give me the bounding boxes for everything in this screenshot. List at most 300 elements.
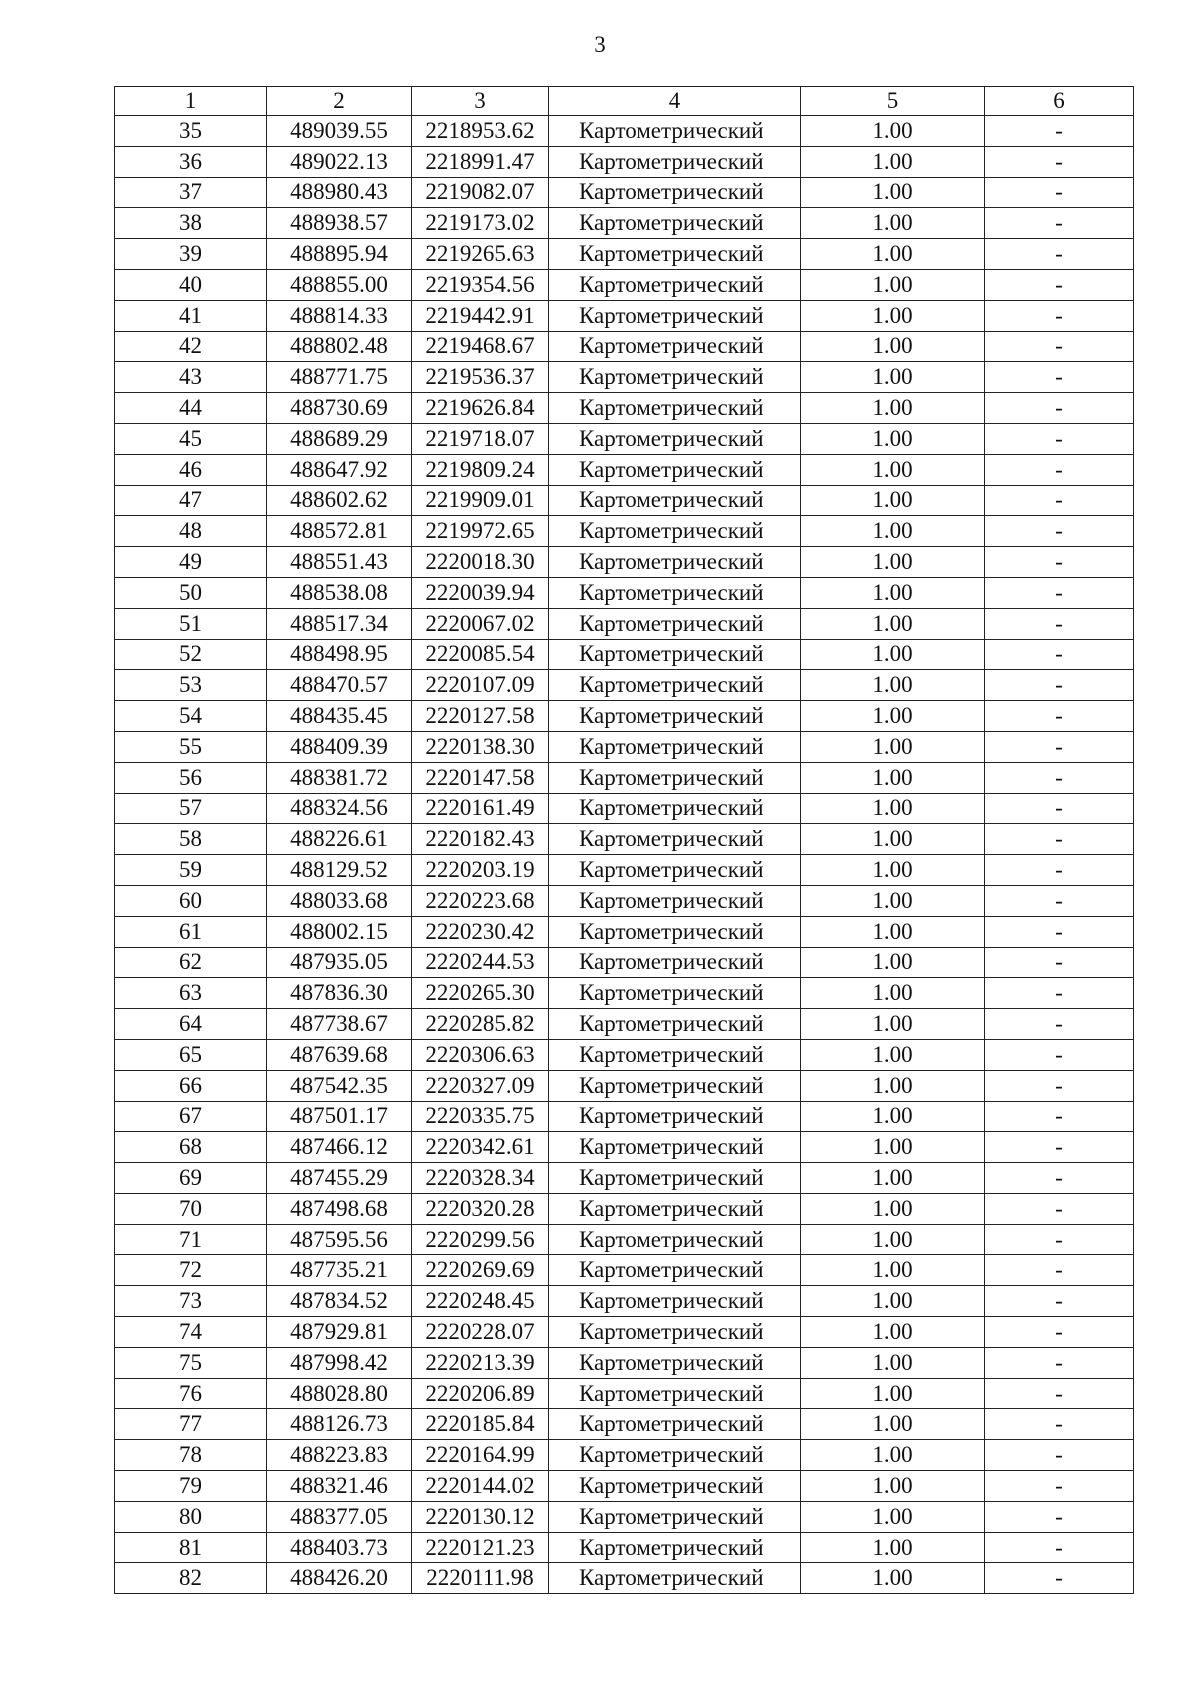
accuracy-cell: 1.00 — [801, 1563, 985, 1594]
y-coordinate-cell: 2219082.07 — [412, 177, 549, 208]
x-coordinate-cell: 487542.35 — [267, 1070, 412, 1101]
note-cell: - — [985, 1347, 1134, 1378]
y-coordinate-cell: 2219354.56 — [412, 269, 549, 300]
note-cell: - — [985, 362, 1134, 393]
point-number-cell: 38 — [115, 208, 267, 239]
method-cell: Картометрический — [549, 300, 801, 331]
y-coordinate-cell: 2219809.24 — [412, 454, 549, 485]
method-cell: Картометрический — [549, 454, 801, 485]
accuracy-cell: 1.00 — [801, 916, 985, 947]
table-row — [115, 701, 1134, 732]
note-cell: - — [985, 485, 1134, 516]
point-number-cell: 42 — [115, 331, 267, 362]
y-coordinate-cell: 2220121.23 — [412, 1532, 549, 1563]
method-cell: Картометрический — [549, 731, 801, 762]
method-cell: Картометрический — [549, 547, 801, 578]
point-number-cell: 57 — [115, 793, 267, 824]
x-coordinate-cell: 488647.92 — [267, 454, 412, 485]
x-coordinate-cell: 487935.05 — [267, 947, 412, 978]
x-coordinate-cell: 488470.57 — [267, 670, 412, 701]
method-cell: Картометрический — [549, 1039, 801, 1070]
y-coordinate-cell: 2219972.65 — [412, 516, 549, 547]
y-coordinate-cell: 2220085.54 — [412, 639, 549, 670]
point-number-cell: 53 — [115, 670, 267, 701]
note-cell: - — [985, 639, 1134, 670]
note-cell: - — [985, 577, 1134, 608]
note-cell: - — [985, 731, 1134, 762]
accuracy-cell: 1.00 — [801, 1409, 985, 1440]
point-number-cell: 78 — [115, 1440, 267, 1471]
note-cell: - — [985, 1409, 1134, 1440]
header-cell-4: 4 — [549, 87, 801, 116]
note-cell: - — [985, 1193, 1134, 1224]
method-cell: Картометрический — [549, 1440, 801, 1471]
point-number-cell: 71 — [115, 1224, 267, 1255]
accuracy-cell: 1.00 — [801, 393, 985, 424]
table-body — [115, 87, 1134, 1594]
point-number-cell: 43 — [115, 362, 267, 393]
accuracy-cell: 1.00 — [801, 670, 985, 701]
x-coordinate-cell: 488028.80 — [267, 1378, 412, 1409]
y-coordinate-cell: 2220203.19 — [412, 855, 549, 886]
method-cell: Картометрический — [549, 947, 801, 978]
x-coordinate-cell: 488223.83 — [267, 1440, 412, 1471]
table-row — [115, 608, 1134, 639]
accuracy-cell: 1.00 — [801, 1378, 985, 1409]
method-cell: Картометрический — [549, 423, 801, 454]
note-cell: - — [985, 1378, 1134, 1409]
y-coordinate-cell: 2218991.47 — [412, 146, 549, 177]
x-coordinate-cell: 488551.43 — [267, 547, 412, 578]
x-coordinate-cell: 488498.95 — [267, 639, 412, 670]
point-number-cell: 37 — [115, 177, 267, 208]
method-cell: Картометрический — [549, 331, 801, 362]
accuracy-cell: 1.00 — [801, 239, 985, 270]
x-coordinate-cell: 487735.21 — [267, 1255, 412, 1286]
method-cell: Картометрический — [549, 762, 801, 793]
table-row — [115, 1471, 1134, 1502]
x-coordinate-cell: 488226.61 — [267, 824, 412, 855]
note-cell: - — [985, 701, 1134, 732]
table-row — [115, 485, 1134, 516]
accuracy-cell: 1.00 — [801, 516, 985, 547]
table-row — [115, 639, 1134, 670]
table-row — [115, 1224, 1134, 1255]
note-cell: - — [985, 608, 1134, 639]
header-cell-2: 2 — [267, 87, 412, 116]
y-coordinate-cell: 2220269.69 — [412, 1255, 549, 1286]
note-cell: - — [985, 393, 1134, 424]
accuracy-cell: 1.00 — [801, 1101, 985, 1132]
accuracy-cell: 1.00 — [801, 1347, 985, 1378]
accuracy-cell: 1.00 — [801, 1255, 985, 1286]
accuracy-cell: 1.00 — [801, 1532, 985, 1563]
accuracy-cell: 1.00 — [801, 947, 985, 978]
table-row — [115, 547, 1134, 578]
y-coordinate-cell: 2220223.68 — [412, 885, 549, 916]
point-number-cell: 68 — [115, 1132, 267, 1163]
x-coordinate-cell: 488980.43 — [267, 177, 412, 208]
table-row — [115, 947, 1134, 978]
note-cell: - — [985, 547, 1134, 578]
point-number-cell: 66 — [115, 1070, 267, 1101]
accuracy-cell: 1.00 — [801, 300, 985, 331]
point-number-cell: 52 — [115, 639, 267, 670]
table-row — [115, 577, 1134, 608]
point-number-cell: 44 — [115, 393, 267, 424]
x-coordinate-cell: 487836.30 — [267, 978, 412, 1009]
method-cell: Картометрический — [549, 1409, 801, 1440]
note-cell: - — [985, 855, 1134, 886]
table-row — [115, 146, 1134, 177]
y-coordinate-cell: 2220299.56 — [412, 1224, 549, 1255]
method-cell: Картометрический — [549, 978, 801, 1009]
method-cell: Картометрический — [549, 916, 801, 947]
table-row — [115, 762, 1134, 793]
note-cell: - — [985, 269, 1134, 300]
x-coordinate-cell: 488517.34 — [267, 608, 412, 639]
x-coordinate-cell: 488689.29 — [267, 423, 412, 454]
y-coordinate-cell: 2220230.42 — [412, 916, 549, 947]
table-row — [115, 1132, 1134, 1163]
table-row — [115, 1317, 1134, 1348]
accuracy-cell: 1.00 — [801, 1009, 985, 1040]
method-cell: Картометрический — [549, 208, 801, 239]
accuracy-cell: 1.00 — [801, 1317, 985, 1348]
y-coordinate-cell: 2220161.49 — [412, 793, 549, 824]
accuracy-cell: 1.00 — [801, 701, 985, 732]
note-cell: - — [985, 885, 1134, 916]
point-number-cell: 69 — [115, 1163, 267, 1194]
point-number-cell: 47 — [115, 485, 267, 516]
y-coordinate-cell: 2220335.75 — [412, 1101, 549, 1132]
point-number-cell: 64 — [115, 1009, 267, 1040]
x-coordinate-cell: 488403.73 — [267, 1532, 412, 1563]
point-number-cell: 73 — [115, 1286, 267, 1317]
note-cell: - — [985, 1224, 1134, 1255]
x-coordinate-cell: 489022.13 — [267, 146, 412, 177]
note-cell: - — [985, 824, 1134, 855]
x-coordinate-cell: 488377.05 — [267, 1501, 412, 1532]
table-row — [115, 1255, 1134, 1286]
point-number-cell: 82 — [115, 1563, 267, 1594]
method-cell: Картометрический — [549, 608, 801, 639]
method-cell: Картометрический — [549, 1255, 801, 1286]
accuracy-cell: 1.00 — [801, 762, 985, 793]
accuracy-cell: 1.00 — [801, 1501, 985, 1532]
x-coordinate-cell: 489039.55 — [267, 116, 412, 147]
method-cell: Картометрический — [549, 639, 801, 670]
accuracy-cell: 1.00 — [801, 978, 985, 1009]
x-coordinate-cell: 488938.57 — [267, 208, 412, 239]
table-row — [115, 454, 1134, 485]
note-cell: - — [985, 670, 1134, 701]
note-cell: - — [985, 1532, 1134, 1563]
accuracy-cell: 1.00 — [801, 362, 985, 393]
y-coordinate-cell: 2220265.30 — [412, 978, 549, 1009]
x-coordinate-cell: 488381.72 — [267, 762, 412, 793]
method-cell: Картометрический — [549, 1378, 801, 1409]
note-cell: - — [985, 947, 1134, 978]
note-cell: - — [985, 516, 1134, 547]
note-cell: - — [985, 916, 1134, 947]
note-cell: - — [985, 978, 1134, 1009]
point-number-cell: 41 — [115, 300, 267, 331]
point-number-cell: 61 — [115, 916, 267, 947]
accuracy-cell: 1.00 — [801, 269, 985, 300]
table-row — [115, 1563, 1134, 1594]
table-row — [115, 239, 1134, 270]
accuracy-cell: 1.00 — [801, 1039, 985, 1070]
point-number-cell: 40 — [115, 269, 267, 300]
y-coordinate-cell: 2219536.37 — [412, 362, 549, 393]
method-cell: Картометрический — [549, 885, 801, 916]
y-coordinate-cell: 2220127.58 — [412, 701, 549, 732]
point-number-cell: 77 — [115, 1409, 267, 1440]
x-coordinate-cell: 488033.68 — [267, 885, 412, 916]
note-cell: - — [985, 1317, 1134, 1348]
method-cell: Картометрический — [549, 116, 801, 147]
table-row — [115, 1101, 1134, 1132]
table-row — [115, 1039, 1134, 1070]
accuracy-cell: 1.00 — [801, 639, 985, 670]
note-cell: - — [985, 177, 1134, 208]
y-coordinate-cell: 2219265.63 — [412, 239, 549, 270]
y-coordinate-cell: 2219626.84 — [412, 393, 549, 424]
accuracy-cell: 1.00 — [801, 454, 985, 485]
y-coordinate-cell: 2220342.61 — [412, 1132, 549, 1163]
note-cell: - — [985, 762, 1134, 793]
accuracy-cell: 1.00 — [801, 1193, 985, 1224]
method-cell: Картометрический — [549, 1563, 801, 1594]
accuracy-cell: 1.00 — [801, 1163, 985, 1194]
x-coordinate-cell: 487639.68 — [267, 1039, 412, 1070]
accuracy-cell: 1.00 — [801, 208, 985, 239]
y-coordinate-cell: 2220228.07 — [412, 1317, 549, 1348]
page-number: 3 — [594, 32, 606, 57]
table-row — [115, 177, 1134, 208]
x-coordinate-cell: 487738.67 — [267, 1009, 412, 1040]
note-cell: - — [985, 208, 1134, 239]
accuracy-cell: 1.00 — [801, 608, 985, 639]
x-coordinate-cell: 488129.52 — [267, 855, 412, 886]
table-row — [115, 916, 1134, 947]
accuracy-cell: 1.00 — [801, 793, 985, 824]
y-coordinate-cell: 2220164.99 — [412, 1440, 549, 1471]
method-cell: Картометрический — [549, 1532, 801, 1563]
point-number-cell: 58 — [115, 824, 267, 855]
note-cell: - — [985, 239, 1134, 270]
header-cell-3: 3 — [412, 87, 549, 116]
accuracy-cell: 1.00 — [801, 1132, 985, 1163]
method-cell: Картометрический — [549, 1317, 801, 1348]
note-cell: - — [985, 1009, 1134, 1040]
accuracy-cell: 1.00 — [801, 1471, 985, 1502]
y-coordinate-cell: 2220213.39 — [412, 1347, 549, 1378]
table-row — [115, 885, 1134, 916]
table-row — [115, 1532, 1134, 1563]
y-coordinate-cell: 2220182.43 — [412, 824, 549, 855]
method-cell: Картометрический — [549, 577, 801, 608]
point-number-cell: 54 — [115, 701, 267, 732]
y-coordinate-cell: 2220328.34 — [412, 1163, 549, 1194]
y-coordinate-cell: 2220244.53 — [412, 947, 549, 978]
accuracy-cell: 1.00 — [801, 331, 985, 362]
point-number-cell: 72 — [115, 1255, 267, 1286]
table-row — [115, 1347, 1134, 1378]
table-row — [115, 1163, 1134, 1194]
y-coordinate-cell: 2220067.02 — [412, 608, 549, 639]
table-row — [115, 423, 1134, 454]
x-coordinate-cell: 488895.94 — [267, 239, 412, 270]
point-number-cell: 60 — [115, 885, 267, 916]
y-coordinate-cell: 2220018.30 — [412, 547, 549, 578]
x-coordinate-cell: 488855.00 — [267, 269, 412, 300]
x-coordinate-cell: 487929.81 — [267, 1317, 412, 1348]
y-coordinate-cell: 2220130.12 — [412, 1501, 549, 1532]
method-cell: Картометрический — [549, 701, 801, 732]
y-coordinate-cell: 2220248.45 — [412, 1286, 549, 1317]
table-row — [115, 1009, 1134, 1040]
note-cell: - — [985, 146, 1134, 177]
accuracy-cell: 1.00 — [801, 1070, 985, 1101]
header-cell-1: 1 — [115, 87, 267, 116]
accuracy-cell: 1.00 — [801, 116, 985, 147]
method-cell: Картометрический — [549, 239, 801, 270]
table-row — [115, 1286, 1134, 1317]
method-cell: Картометрический — [549, 1163, 801, 1194]
table-row — [115, 978, 1134, 1009]
table-row — [115, 1409, 1134, 1440]
y-coordinate-cell: 2220306.63 — [412, 1039, 549, 1070]
point-number-cell: 75 — [115, 1347, 267, 1378]
note-cell: - — [985, 331, 1134, 362]
x-coordinate-cell: 488538.08 — [267, 577, 412, 608]
note-cell: - — [985, 1286, 1134, 1317]
x-coordinate-cell: 488324.56 — [267, 793, 412, 824]
method-cell: Картометрический — [549, 269, 801, 300]
accuracy-cell: 1.00 — [801, 485, 985, 516]
table-row — [115, 824, 1134, 855]
table-row — [115, 393, 1134, 424]
accuracy-cell: 1.00 — [801, 146, 985, 177]
accuracy-cell: 1.00 — [801, 423, 985, 454]
method-cell: Картометрический — [549, 1286, 801, 1317]
y-coordinate-cell: 2220111.98 — [412, 1563, 549, 1594]
note-cell: - — [985, 1132, 1134, 1163]
table-row — [115, 300, 1134, 331]
point-number-cell: 62 — [115, 947, 267, 978]
note-cell: - — [985, 1039, 1134, 1070]
y-coordinate-cell: 2220320.28 — [412, 1193, 549, 1224]
table-row — [115, 731, 1134, 762]
point-number-cell: 39 — [115, 239, 267, 270]
y-coordinate-cell: 2219442.91 — [412, 300, 549, 331]
accuracy-cell: 1.00 — [801, 547, 985, 578]
point-number-cell: 79 — [115, 1471, 267, 1502]
note-cell: - — [985, 1163, 1134, 1194]
method-cell: Картометрический — [549, 146, 801, 177]
header-cell-5: 5 — [801, 87, 985, 116]
accuracy-cell: 1.00 — [801, 885, 985, 916]
note-cell: - — [985, 1101, 1134, 1132]
accuracy-cell: 1.00 — [801, 731, 985, 762]
x-coordinate-cell: 488771.75 — [267, 362, 412, 393]
note-cell: - — [985, 1070, 1134, 1101]
method-cell: Картометрический — [549, 1501, 801, 1532]
point-number-cell: 48 — [115, 516, 267, 547]
point-number-cell: 55 — [115, 731, 267, 762]
x-coordinate-cell: 487501.17 — [267, 1101, 412, 1132]
table-row — [115, 793, 1134, 824]
accuracy-cell: 1.00 — [801, 1440, 985, 1471]
accuracy-cell: 1.00 — [801, 1224, 985, 1255]
header-cell-6: 6 — [985, 87, 1134, 116]
point-number-cell: 45 — [115, 423, 267, 454]
table-row — [115, 516, 1134, 547]
y-coordinate-cell: 2218953.62 — [412, 116, 549, 147]
x-coordinate-cell: 487834.52 — [267, 1286, 412, 1317]
table-row — [115, 1501, 1134, 1532]
x-coordinate-cell: 487466.12 — [267, 1132, 412, 1163]
point-number-cell: 65 — [115, 1039, 267, 1070]
method-cell: Картометрический — [549, 1101, 801, 1132]
method-cell: Картометрический — [549, 516, 801, 547]
note-cell: - — [985, 423, 1134, 454]
accuracy-cell: 1.00 — [801, 1286, 985, 1317]
method-cell: Картометрический — [549, 824, 801, 855]
point-number-cell: 46 — [115, 454, 267, 485]
method-cell: Картометрический — [549, 670, 801, 701]
x-coordinate-cell: 488814.33 — [267, 300, 412, 331]
table-row — [115, 331, 1134, 362]
method-cell: Картометрический — [549, 393, 801, 424]
table-row — [115, 1193, 1134, 1224]
accuracy-cell: 1.00 — [801, 855, 985, 886]
accuracy-cell: 1.00 — [801, 824, 985, 855]
point-number-cell: 49 — [115, 547, 267, 578]
table-header-row — [115, 87, 1134, 116]
method-cell: Картометрический — [549, 1193, 801, 1224]
point-number-cell: 67 — [115, 1101, 267, 1132]
x-coordinate-cell: 487498.68 — [267, 1193, 412, 1224]
point-number-cell: 81 — [115, 1532, 267, 1563]
note-cell: - — [985, 1471, 1134, 1502]
point-number-cell: 63 — [115, 978, 267, 1009]
y-coordinate-cell: 2219468.67 — [412, 331, 549, 362]
y-coordinate-cell: 2219718.07 — [412, 423, 549, 454]
accuracy-cell: 1.00 — [801, 177, 985, 208]
y-coordinate-cell: 2219173.02 — [412, 208, 549, 239]
point-number-cell: 59 — [115, 855, 267, 886]
note-cell: - — [985, 1440, 1134, 1471]
note-cell: - — [985, 1255, 1134, 1286]
method-cell: Картометрический — [549, 1132, 801, 1163]
method-cell: Картометрический — [549, 1471, 801, 1502]
point-number-cell: 36 — [115, 146, 267, 177]
x-coordinate-cell: 487595.56 — [267, 1224, 412, 1255]
table-row — [115, 1378, 1134, 1409]
method-cell: Картометрический — [549, 1070, 801, 1101]
note-cell: - — [985, 116, 1134, 147]
point-number-cell: 56 — [115, 762, 267, 793]
x-coordinate-cell: 488730.69 — [267, 393, 412, 424]
method-cell: Картометрический — [549, 1009, 801, 1040]
y-coordinate-cell: 2220144.02 — [412, 1471, 549, 1502]
point-number-cell: 35 — [115, 116, 267, 147]
x-coordinate-cell: 487455.29 — [267, 1163, 412, 1194]
x-coordinate-cell: 488409.39 — [267, 731, 412, 762]
